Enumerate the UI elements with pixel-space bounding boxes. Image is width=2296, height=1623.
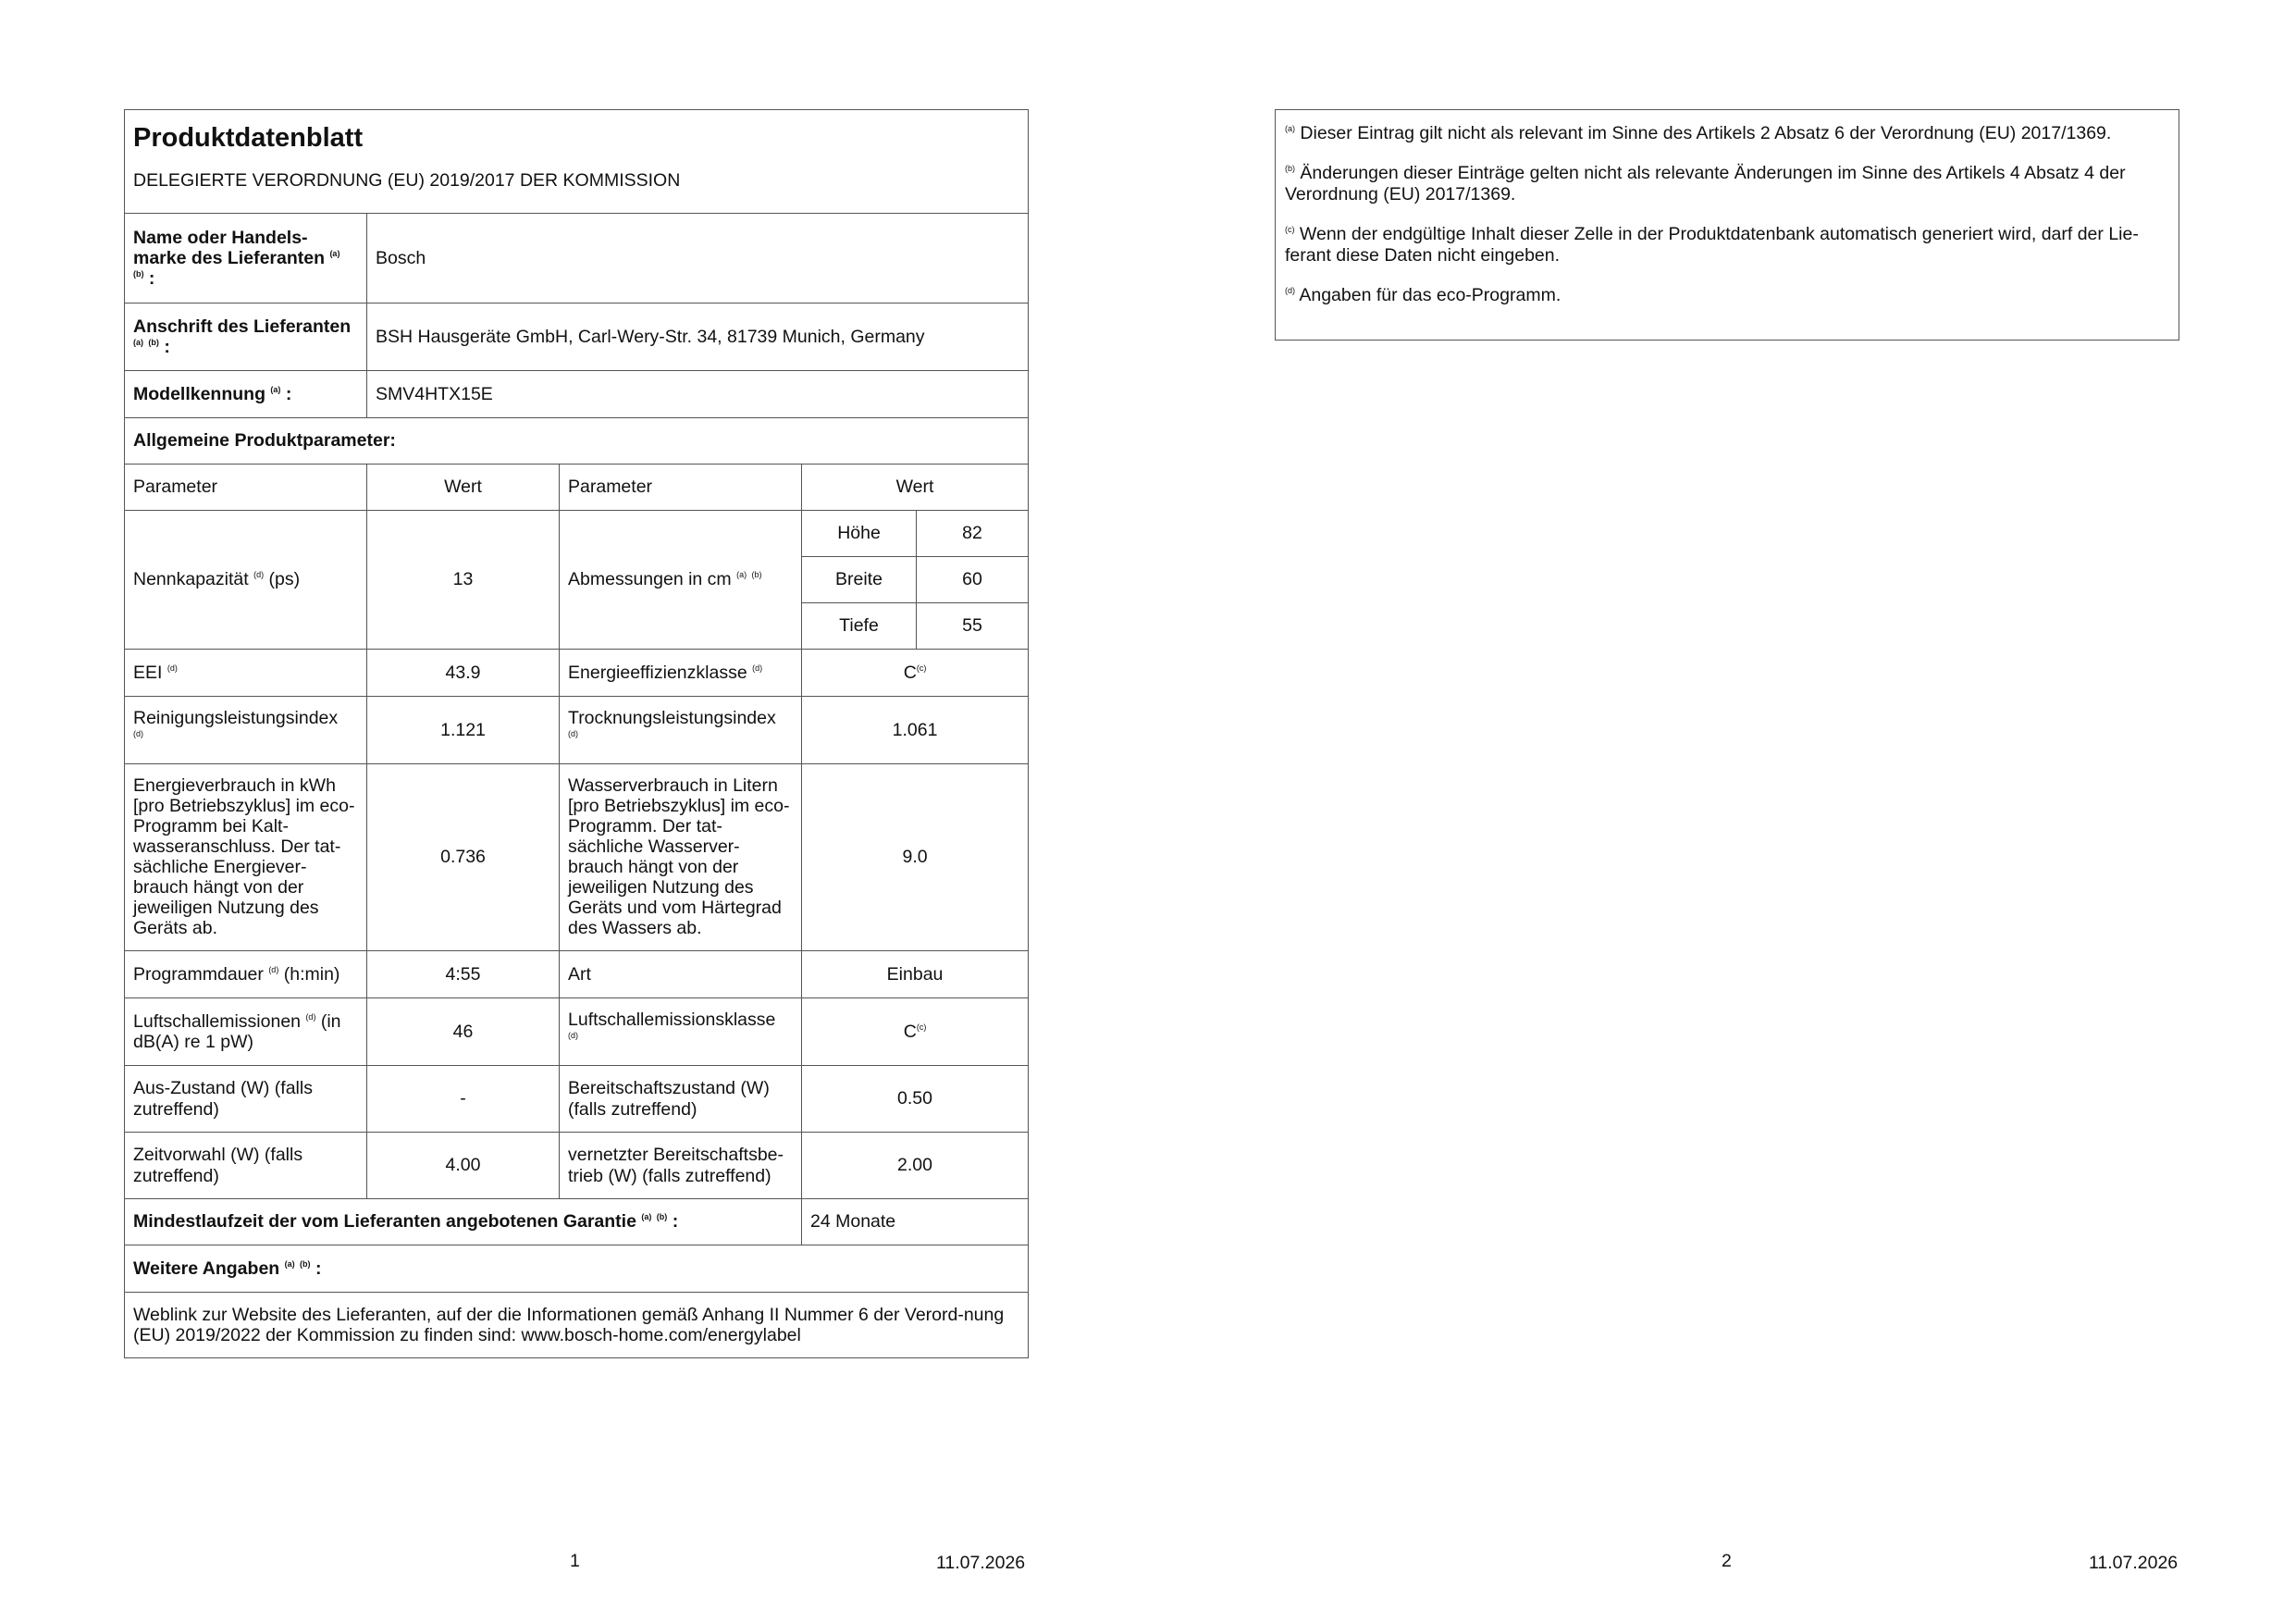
footnote-mark-a: (a) — [329, 248, 340, 258]
capacity-label: Nennkapazität — [133, 569, 249, 590]
header-row — [125, 110, 1029, 214]
footnote-mark-d: (d) — [568, 1031, 578, 1041]
footnote-a — [1285, 123, 2169, 143]
weblink-row — [125, 1293, 1029, 1358]
general-params-heading: Allgemeine Produktparameter: — [125, 418, 1029, 465]
footnote-b — [1285, 163, 2169, 204]
delay-start-value: 4.00 — [367, 1133, 560, 1199]
energy-class-label: Energieeffizienzklasse — [568, 662, 747, 683]
page-title: Produktdatenblatt — [133, 123, 364, 153]
footnote-mark-a: (a) — [1285, 124, 1295, 133]
depth-label: Tiefe — [802, 603, 917, 650]
model-row — [125, 371, 1029, 418]
capacity-row — [125, 511, 1029, 557]
supplier-value: Bosch — [367, 214, 1029, 304]
footnote-mark-b: (b) — [133, 269, 144, 279]
off-standby-row — [125, 1066, 1029, 1133]
footnote-mark-d: (d) — [305, 1011, 316, 1022]
footnote-mark-b: (b) — [656, 1212, 668, 1222]
eei-label: EEI — [133, 662, 163, 683]
col-header-value: Wert — [367, 465, 560, 511]
footnote-mark-a: (a) — [641, 1212, 652, 1222]
footnote-mark-b: (b) — [1285, 164, 1295, 174]
page-2 — [1148, 0, 2296, 1623]
delay-start-label: Zeitvorwahl (W) (falls zutreffend) — [125, 1133, 367, 1199]
footnote-mark-a: (a) — [284, 1258, 295, 1269]
colon: : — [285, 383, 292, 404]
off-mode-label: Aus-Zustand (W) (falls zutreffend) — [125, 1066, 367, 1133]
duration-row — [125, 951, 1029, 998]
footnote-mark-a: (a) — [270, 384, 281, 394]
regulation-subtitle: DELEGIERTE VERORDNUNG (EU) 2019/2017 DER KOMMISSION — [133, 169, 681, 191]
cleaning-value: 1.121 — [367, 697, 560, 764]
footnote-mark-d: (d) — [568, 729, 578, 739]
cleaning-label: Reinigungsleistungsindex — [133, 708, 339, 728]
footnote-a-text: Dieser Eintrag gilt nicht als relevant im Sinne des Artikels 2 Absatz 6 der Verordnung (EU) 2017/1369. — [1300, 123, 2112, 143]
type-value: Einbau — [802, 951, 1029, 998]
address-label: Anschrift des Lieferanten — [133, 316, 352, 337]
col-header-parameter: Parameter — [560, 465, 802, 511]
noise-class-label: Luftschallemissionsklasse — [568, 1010, 776, 1030]
networked-standby-value: 2.00 — [802, 1133, 1029, 1199]
footnote-mark-c: (c) — [1285, 225, 1295, 235]
warranty-row — [125, 1199, 1029, 1245]
footnote-mark-c: (c) — [916, 663, 927, 673]
depth-value: 55 — [917, 603, 1029, 650]
supplier-label-line2: marke des Lieferanten — [133, 247, 326, 268]
standby-value: 0.50 — [802, 1066, 1029, 1133]
energy-consumption-label: Energieverbrauch in kWh [pro Betriebszyklus] im eco-Programm bei Kalt-wasseranschluss. Der tat-sächliche Energiever-brauch hängt von der jeweiligen Nutzung des Geräts ab. — [125, 764, 367, 951]
water-consumption-value: 9.0 — [802, 764, 1029, 951]
width-label: Breite — [802, 557, 917, 603]
noise-unit: (in dB(A) re 1 pW) — [133, 1010, 341, 1052]
energy-consumption-value: 0.736 — [367, 764, 560, 951]
model-value: SMV4HTX15E — [367, 371, 1029, 418]
duration-value: 4:55 — [367, 951, 560, 998]
warranty-label: Mindestlaufzeit der vom Lieferanten angebotenen Garantie — [133, 1211, 636, 1233]
off-mode-value: - — [367, 1066, 560, 1133]
footnote-mark-d: (d) — [752, 663, 763, 673]
footnote-mark-d: (d) — [167, 663, 178, 673]
footnote-mark-d: (d) — [253, 570, 265, 580]
eei-row — [125, 650, 1029, 697]
footnote-d — [1285, 285, 2169, 305]
duration-unit: (h:min) — [283, 963, 340, 985]
noise-label: Luftschallemissionen — [133, 1010, 302, 1032]
water-consumption-label: Wasserverbrauch in Litern [pro Betriebszyklus] im eco-Programm. Der tat-sächliche Wasserver-brauch hängt von der jeweiligen Nutzung des Geräts und vom Härtegrad des Wassers ab. — [560, 764, 802, 951]
energy-class-value: C — [903, 662, 917, 683]
networked-standby-label: vernetzter Bereitschaftsbe-trieb (W) (falls zutreffend) — [560, 1133, 802, 1199]
page-number: 1 — [570, 1551, 580, 1571]
footnote-mark-c: (c) — [916, 1022, 927, 1032]
page-date: 11.07.2026 — [2089, 1553, 2179, 1573]
capacity-unit: (ps) — [268, 569, 301, 590]
capacity-value: 13 — [367, 511, 560, 650]
footnote-c — [1285, 224, 2169, 266]
footnote-mark-d: (d) — [1285, 286, 1295, 296]
drying-label: Trocknungsleistungsindex — [568, 708, 776, 728]
supplier-label-line1: Name oder Handels- — [133, 227, 308, 248]
delay-networked-row — [125, 1133, 1029, 1199]
height-label: Höhe — [802, 511, 917, 557]
colon: : — [164, 337, 170, 357]
footnote-mark-b: (b) — [148, 338, 159, 347]
standby-label: Bereitschaftszustand (W) (falls zutreffend) — [560, 1066, 802, 1133]
warranty-value: 24 Monate — [802, 1199, 1029, 1245]
dimensions-label: Abmessungen in cm — [568, 569, 732, 590]
footnote-mark-a: (a) — [736, 570, 747, 580]
footnote-mark-b: (b) — [300, 1258, 311, 1269]
page-date: 11.07.2026 — [936, 1553, 1026, 1573]
colon: : — [672, 1211, 679, 1233]
column-header-row — [125, 465, 1029, 511]
col-header-parameter: Parameter — [125, 465, 367, 511]
address-value: BSH Hausgeräte GmbH, Carl-Wery-Str. 34, 81739 Munich, Germany — [367, 304, 1029, 371]
colon: : — [148, 268, 155, 290]
col-header-value: Wert — [802, 465, 1029, 511]
page-number: 2 — [1722, 1551, 1732, 1571]
colon: : — [315, 1258, 322, 1279]
footnote-mark-a: (a) — [133, 338, 143, 347]
model-label: Modellkennung — [133, 383, 265, 404]
general-params-row — [125, 418, 1029, 465]
noise-class-value: C — [903, 1021, 917, 1042]
footnote-mark-d: (d) — [268, 964, 279, 974]
drying-value: 1.061 — [802, 697, 1029, 764]
footnote-mark-b: (b) — [751, 570, 762, 580]
address-row — [125, 304, 1029, 371]
duration-label: Programmdauer — [133, 963, 264, 985]
supplier-row — [125, 214, 1029, 304]
footnote-b-text: Änderungen dieser Einträge gelten nicht als relevante Änderungen im Sinne des Artikels 4 Absatz 4 der Verordnung (EU) 2017/1369. — [1285, 163, 2126, 204]
width-value: 60 — [917, 557, 1029, 603]
product-data-sheet-table — [124, 109, 1029, 1358]
weblink-text: Weblink zur Website des Lieferanten, auf der die Informationen gemäß Anhang II Nummer 6 der Verord-nung (EU) 2019/2022 der Kommission zu finden sind: www.bosch-home.com/energylabel — [125, 1293, 1029, 1358]
footnote-mark-d: (d) — [133, 729, 143, 739]
footnote-d-text: Angaben für das eco-Programm. — [1299, 285, 1562, 306]
footnote-c-text: Wenn der endgültige Inhalt dieser Zelle in der Produktdatenbank automatisch generiert wird, darf der Lie-ferant diese Daten nicht eingeben. — [1285, 224, 2139, 266]
performance-row — [125, 697, 1029, 764]
noise-value: 46 — [367, 998, 560, 1066]
more-info-row — [125, 1245, 1029, 1293]
more-info-label: Weitere Angaben — [133, 1258, 280, 1279]
height-value: 82 — [917, 511, 1029, 557]
type-label: Art — [560, 951, 802, 998]
footnotes-box — [1275, 109, 2179, 341]
consumption-row — [125, 764, 1029, 951]
noise-row — [125, 998, 1029, 1066]
eei-value: 43.9 — [367, 650, 560, 697]
